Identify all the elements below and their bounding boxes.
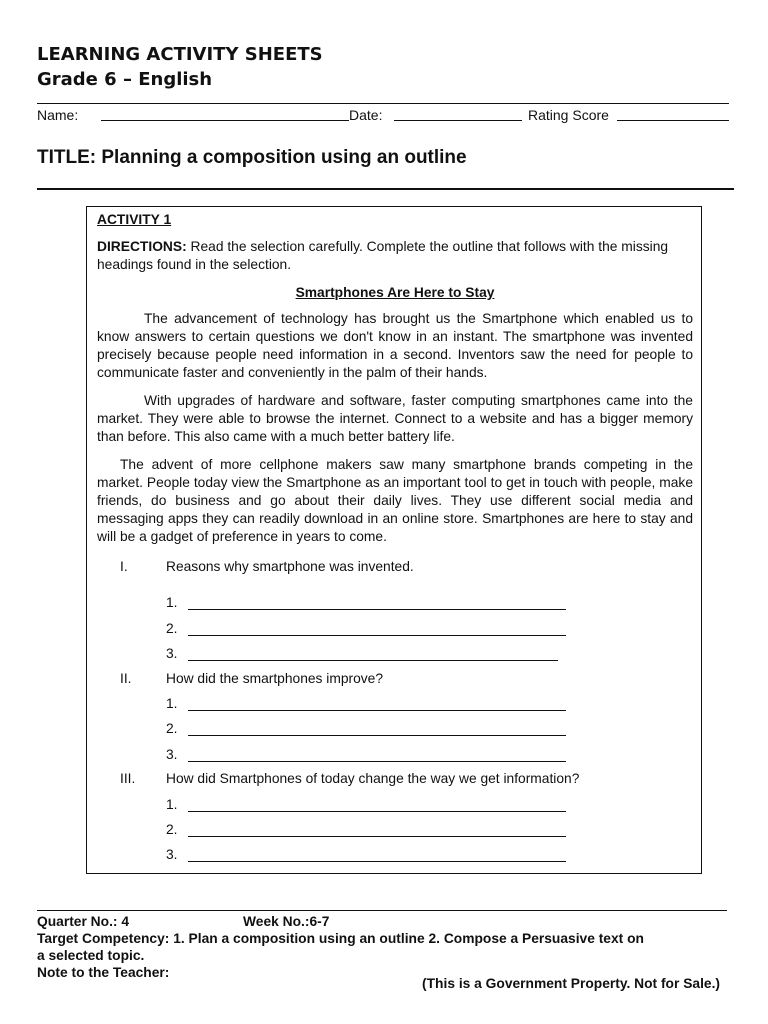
quarter-number: Quarter No.: 4 bbox=[37, 914, 129, 929]
selection-title: Smartphones Are Here to Stay bbox=[295, 285, 495, 300]
outline-item-number: 2. bbox=[166, 621, 178, 636]
outline-heading-text: How did Smartphones of today change the way we get information? bbox=[166, 771, 580, 786]
answer-blank[interactable] bbox=[188, 720, 566, 736]
outline-item-number: 3. bbox=[166, 847, 178, 862]
header-divider bbox=[37, 103, 729, 104]
outline-item-number: 1. bbox=[166, 797, 178, 812]
directions-label: DIRECTIONS: bbox=[97, 239, 187, 254]
selection-paragraph: The advent of more cellphone makers saw many smartphone brands competing in the market. People today view the Smartphone as an important tool to get in touch with people, make friends, do business and go about their daily lives. They use different social media and messaging apps they can readily download in an online store. Smartphones are here to stay and will be a gadget of preference in years to come. bbox=[97, 457, 693, 544]
outline-numeral: I. bbox=[120, 559, 128, 574]
outline-numeral: III. bbox=[120, 771, 136, 786]
date-label: Date: bbox=[349, 107, 383, 123]
selection-paragraph: The advancement of technology has brought us the Smartphone which enabled us to know answers to certain questions we don't know in an instant. The smartphone was invented precisely because people need information in a second. Inventors saw the need for people to communicate faster and conveniently in the palm of their hands. bbox=[97, 311, 693, 380]
answer-blank[interactable] bbox=[188, 620, 566, 636]
answer-blank[interactable] bbox=[188, 594, 566, 610]
outline-item-number: 1. bbox=[166, 595, 178, 610]
outline-item-number: 2. bbox=[166, 822, 178, 837]
activity-label: ACTIVITY 1 bbox=[97, 212, 172, 227]
outline-item-number: 2. bbox=[166, 721, 178, 736]
footer-divider bbox=[37, 910, 727, 911]
answer-blank[interactable] bbox=[188, 695, 566, 711]
name-label: Name: bbox=[37, 107, 79, 123]
answer-blank[interactable] bbox=[188, 821, 566, 837]
name-date-rating-row bbox=[37, 106, 729, 124]
activity-content bbox=[97, 211, 693, 556]
week-number: Week No.:6-7 bbox=[243, 914, 330, 929]
answer-blank[interactable] bbox=[188, 645, 558, 661]
target-competency: Target Competency: 1. Plan a composition using an outline 2. Compose a Persuasive text on bbox=[37, 931, 644, 946]
outline-heading-text: How did the smartphones improve? bbox=[166, 671, 384, 686]
answer-blank[interactable] bbox=[188, 846, 566, 862]
target-competency-continued: a selected topic. bbox=[37, 948, 145, 963]
answer-blank[interactable] bbox=[188, 796, 566, 812]
outline-item-number: 1. bbox=[166, 696, 178, 711]
rating-blank[interactable] bbox=[617, 106, 729, 121]
rating-label: Rating Score bbox=[528, 107, 609, 123]
date-blank[interactable] bbox=[394, 106, 522, 121]
title-divider bbox=[37, 188, 734, 190]
directions bbox=[97, 238, 693, 274]
page-title: TITLE: Planning a composition using an outline bbox=[37, 147, 467, 168]
outline-item-number: 3. bbox=[166, 646, 178, 661]
grade-subject: Grade 6 – English bbox=[37, 69, 213, 90]
government-property-notice: (This is a Government Property. Not for Sale.) bbox=[422, 976, 720, 991]
outline-numeral: II. bbox=[120, 671, 132, 686]
answer-blank[interactable] bbox=[188, 746, 566, 762]
outline-item-number: 3. bbox=[166, 747, 178, 762]
name-blank[interactable] bbox=[101, 106, 349, 121]
teacher-note-label: Note to the Teacher: bbox=[37, 965, 170, 980]
selection-paragraph: With upgrades of hardware and software, faster computing smartphones came into the market. They were able to browse the internet. Connect to a website and has a bigger memory than before. This also came with a much better battery life. bbox=[97, 393, 693, 444]
sheet-title: LEARNING ACTIVITY SHEETS bbox=[37, 44, 323, 65]
directions-text: Read the selection carefully. Complete the outline that follows with the missing headings found in the selection. bbox=[97, 239, 669, 272]
outline-heading-text: Reasons why smartphone was invented. bbox=[166, 559, 414, 574]
